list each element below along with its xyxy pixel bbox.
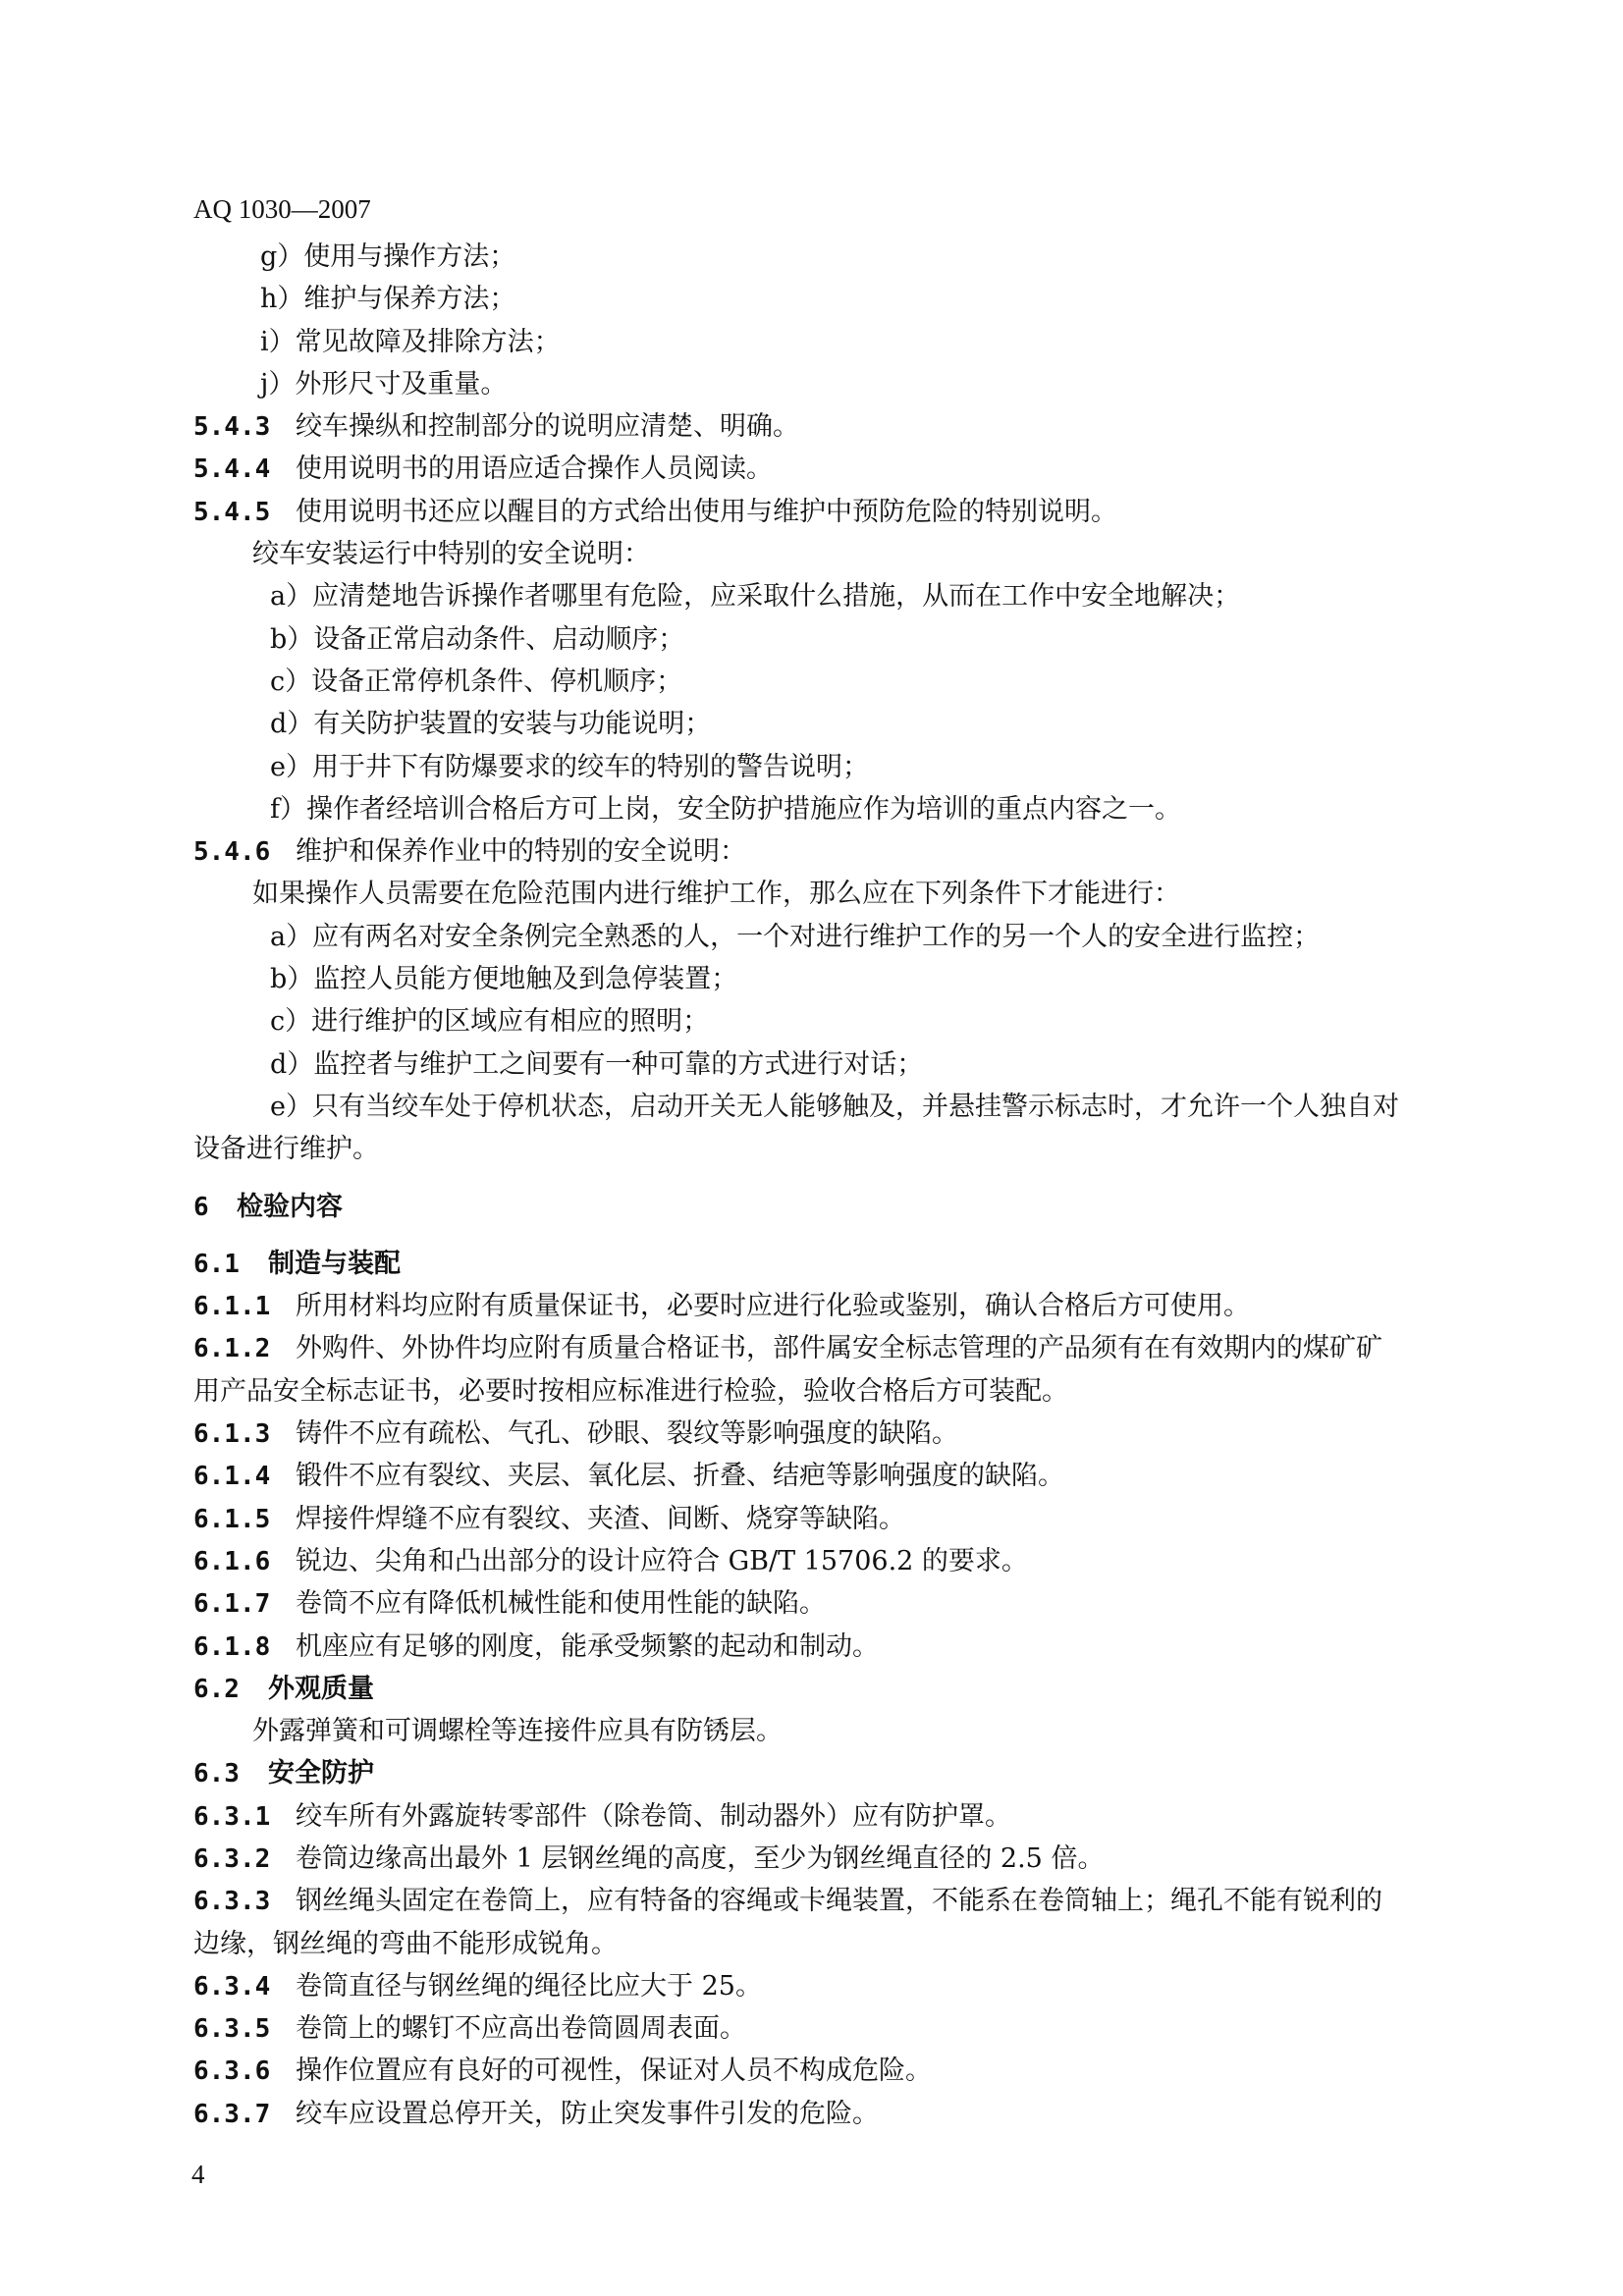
clause-text: 所用材料均应附有质量保证书，必要时应进行化验或鉴别，确认合格后方可使用。 — [296, 1291, 1250, 1322]
clause-6-1-7 — [193, 1582, 1470, 1625]
paragraph: 绞车安装运行中特别的安全说明： — [252, 539, 650, 570]
clause-number: 6.3.6 — [193, 2056, 271, 2087]
clause-text: 卷筒不应有降低机械性能和使用性能的缺陷。 — [296, 1588, 826, 1620]
section-number: 6 — [193, 1192, 209, 1222]
subsection-title: 制造与装配 — [268, 1248, 401, 1279]
list-item: e）用于井下有防爆要求的绞车的特别的警告说明； — [270, 751, 869, 782]
clause-6-1-2 — [193, 1327, 1470, 1369]
list-item-continuation: 设备进行维护。 — [193, 1134, 379, 1165]
clause-number: 6.3.1 — [193, 1801, 271, 1832]
clause-number: 5.4.4 — [193, 454, 271, 485]
clause-text: 外购件、外协件均应附有质量合格证书，部件属安全标志管理的产品须有在有效期内的煤矿矿 — [296, 1333, 1382, 1364]
list-item: d）监控者与维护工之间要有一种可靠的方式进行对话； — [270, 1048, 924, 1080]
clause-text: 焊接件焊缝不应有裂纹、夹渣、间断、烧穿等缺陷。 — [296, 1503, 905, 1534]
clause-continuation: 边缘，钢丝绳的弯曲不能形成锐角。 — [193, 1928, 618, 1959]
list-item: b）设备正常启动条件、启动顺序； — [270, 623, 685, 655]
subsection-heading-6-1 — [193, 1243, 1470, 1285]
subsection-title: 安全防护 — [268, 1758, 374, 1789]
subsection-number: 6.2 — [193, 1674, 240, 1704]
clause-number: 5.4.5 — [193, 497, 271, 527]
clause-continuation: 用产品安全标志证书，必要时按相应标准进行检验，验收合格后方可装配。 — [193, 1375, 1068, 1407]
clause-text: 铸件不应有疏松、气孔、砂眼、裂纹等影响强度的缺陷。 — [296, 1418, 958, 1450]
subsection-title: 外观质量 — [268, 1673, 374, 1704]
list-item: c）进行维护的区域应有相应的照明； — [270, 1006, 710, 1038]
clause-6-3-2 — [193, 1838, 1470, 1880]
clause-6-3-1 — [193, 1795, 1470, 1838]
clause-number: 6.3.7 — [193, 2099, 271, 2129]
clause-6-1-8 — [193, 1626, 1470, 1668]
paragraph: 如果操作人员需要在危险范围内进行维护工作，那么应在下列条件下才能进行： — [252, 879, 1180, 910]
list-item: a）应有两名对安全条例完全熟悉的人，一个对进行维护工作的另一个人的安全进行监控； — [270, 921, 1321, 952]
list-item: g）使用与操作方法； — [260, 241, 516, 272]
clause-text: 绞车所有外露旋转零部件（除卷筒、制动器外）应有防护罩。 — [296, 1800, 1011, 1832]
section-title: 检验内容 — [237, 1191, 343, 1222]
paragraph: 外露弹簧和可调螺栓等连接件应具有防锈层。 — [252, 1716, 783, 1747]
clause-text: 使用说明书还应以醒目的方式给出使用与维护中预防危险的特别说明。 — [296, 496, 1117, 527]
list-item: e）只有当绞车处于停机状态，启动开关无人能够触及，并悬挂警示标志时，才允许一个人独自对 — [270, 1091, 1399, 1122]
clause-text: 操作位置应有良好的可视性，保证对人员不构成危险。 — [296, 2056, 932, 2087]
clause-5-4-5 — [193, 491, 1470, 533]
list-item: b）监控人员能方便地触及到急停装置； — [270, 964, 738, 995]
clause-number: 6.1.5 — [193, 1504, 271, 1534]
list-item: a）应清楚地告诉操作者哪里有危险，应采取什么措施，从而在工作中安全地解决； — [270, 581, 1241, 613]
clause-text: 锻件不应有裂纹、夹层、氧化层、折叠、结疤等影响强度的缺陷。 — [296, 1461, 1064, 1492]
page-number: 4 — [191, 2160, 205, 2189]
standard-code-header: AQ 1030—2007 — [193, 194, 371, 224]
clause-5-4-6 — [193, 830, 1470, 873]
subsection-number: 6.3 — [193, 1759, 240, 1789]
clause-number: 6.3.5 — [193, 2014, 271, 2045]
clause-text: 卷筒上的螺钉不应高出卷筒圆周表面。 — [296, 2013, 746, 2045]
clause-text: 使用说明书的用语应适合操作人员阅读。 — [296, 454, 773, 485]
clause-text: 绞车应设置总停开关，防止突发事件引发的危险。 — [296, 2098, 879, 2129]
document-body — [193, 236, 1470, 2135]
subsection-number: 6.1 — [193, 1249, 240, 1279]
clause-number: 6.3.4 — [193, 1971, 271, 2002]
clause-6-1-5 — [193, 1498, 1470, 1540]
clause-6-3-5 — [193, 2007, 1470, 2050]
section-heading-6 — [193, 1186, 1470, 1228]
clause-text: 机座应有足够的刚度，能承受频繁的起动和制动。 — [296, 1630, 879, 1662]
clause-number: 6.1.4 — [193, 1462, 271, 1492]
clause-6-1-6 — [193, 1540, 1470, 1582]
subsection-heading-6-3 — [193, 1752, 1470, 1794]
clause-number: 6.1.1 — [193, 1292, 271, 1322]
clause-6-3-4 — [193, 1965, 1470, 2007]
clause-number: 6.1.6 — [193, 1546, 271, 1576]
clause-6-1-1 — [193, 1285, 1470, 1327]
list-item: c）设备正常停机条件、停机顺序； — [270, 666, 683, 697]
clause-text: 卷筒直径与钢丝绳的绳径比应大于 25。 — [296, 1970, 762, 2002]
clause-text: 卷筒边缘高出最外 1 层钢丝绳的高度，至少为钢丝绳直径的 2.5 倍。 — [296, 1842, 1105, 1874]
clause-text: 维护和保养作业中的特别的安全说明： — [296, 836, 746, 868]
clause-number: 6.1.2 — [193, 1334, 271, 1364]
clause-text: 锐边、尖角和凸出部分的设计应符合 GB/T 15706.2 的要求。 — [296, 1545, 1028, 1576]
clause-6-3-6 — [193, 2050, 1470, 2092]
clause-text: 钢丝绳头固定在卷筒上，应有特备的容绳或卡绳装置，不能系在卷筒轴上；绳孔不能有锐利的 — [296, 1886, 1382, 1917]
list-item: f）操作者经培训合格后方可上岗，安全防护措施应作为培训的重点内容之一。 — [270, 793, 1181, 825]
subsection-heading-6-2 — [193, 1668, 1470, 1710]
clause-text: 绞车操纵和控制部分的说明应清楚、明确。 — [296, 411, 799, 443]
clause-number: 5.4.3 — [193, 412, 271, 443]
clause-5-4-3 — [193, 405, 1470, 448]
clause-5-4-4 — [193, 448, 1470, 490]
list-item: d）有关防护装置的安装与功能说明； — [270, 709, 712, 740]
clause-number: 6.1.8 — [193, 1631, 271, 1662]
list-item: h）维护与保养方法； — [260, 284, 516, 315]
clause-6-3-3 — [193, 1880, 1470, 1922]
clause-number: 6.1.7 — [193, 1589, 271, 1620]
clause-number: 5.4.6 — [193, 837, 271, 868]
clause-6-1-4 — [193, 1455, 1470, 1497]
clause-6-3-7 — [193, 2093, 1470, 2135]
list-item: i）常见故障及排除方法； — [260, 326, 561, 357]
clause-number: 6.1.3 — [193, 1419, 271, 1450]
clause-number: 6.3.3 — [193, 1887, 271, 1917]
clause-6-1-3 — [193, 1413, 1470, 1455]
list-item: j）外形尺寸及重量。 — [260, 368, 508, 400]
clause-number: 6.3.2 — [193, 1843, 271, 1874]
